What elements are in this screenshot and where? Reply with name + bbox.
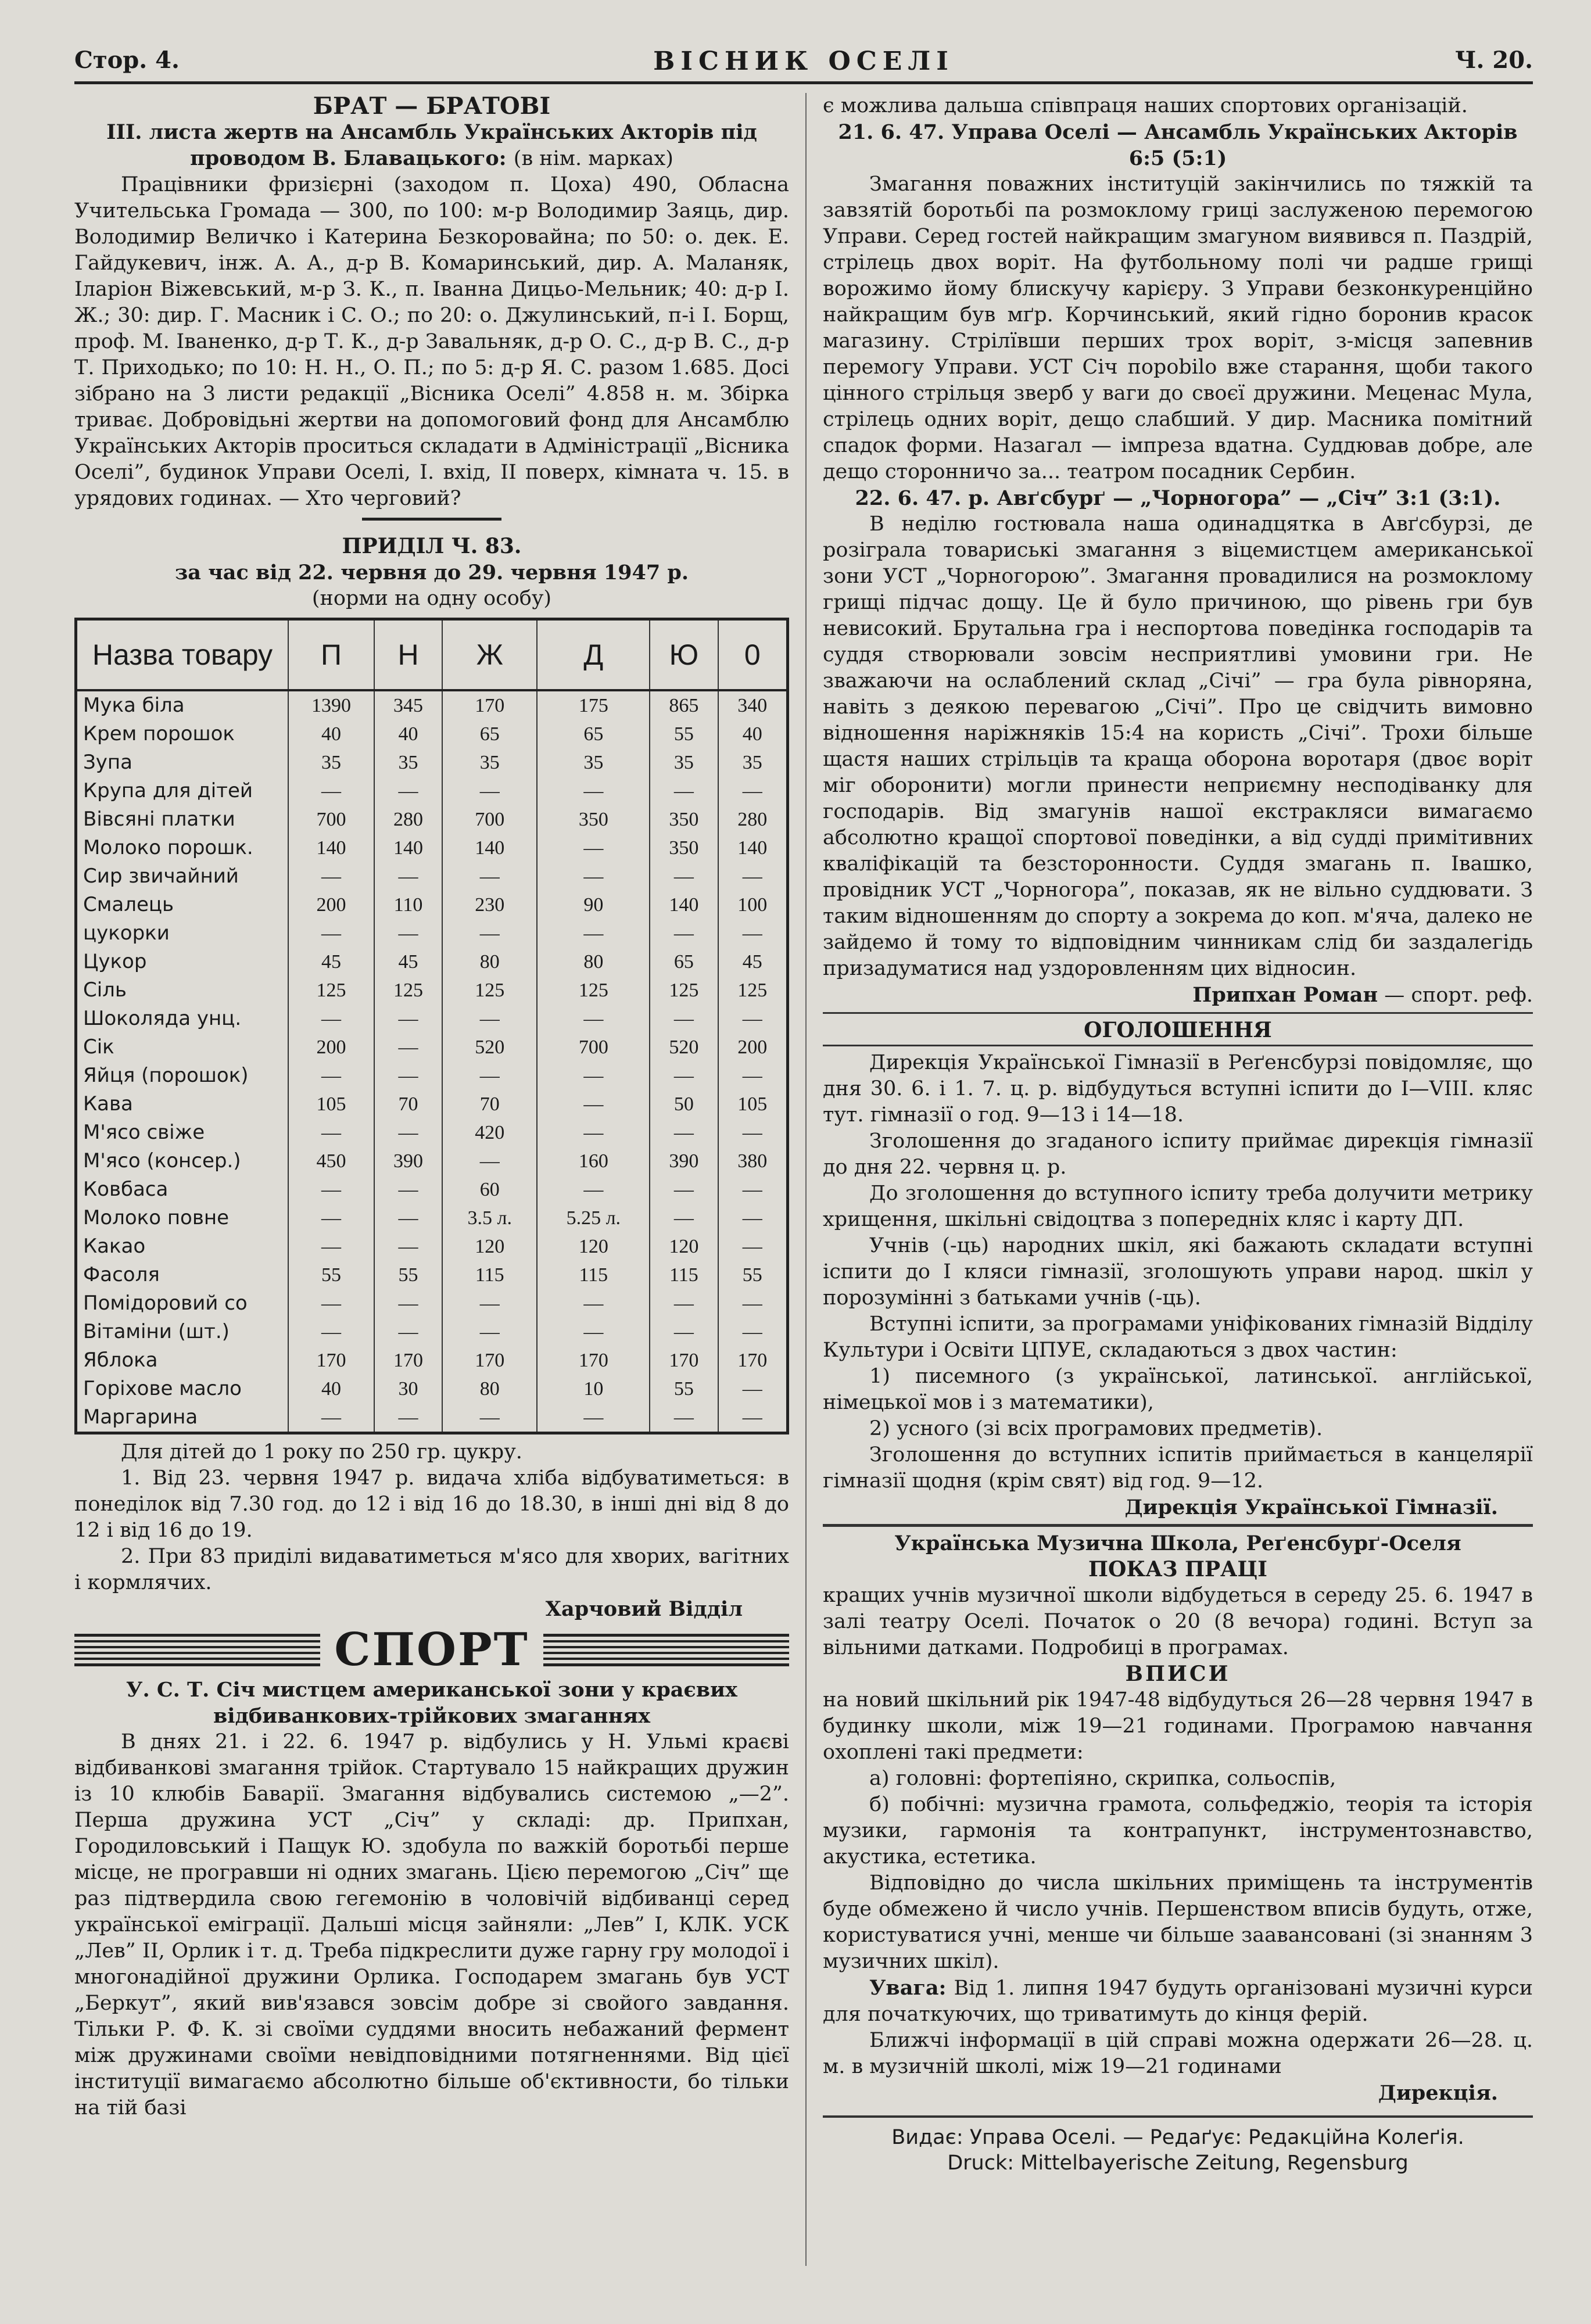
ration-value: — (288, 1204, 374, 1232)
notice-signature: Дирекція Української Гімназії. (1124, 1495, 1498, 1519)
ration-value: 390 (650, 1147, 718, 1175)
imprint-publisher: Видає: Управа Оселі. — Редаґує: Редакційна Колеґія. (891, 2126, 1464, 2149)
music-text-6: Увага: Від 1. липня 1947 будуть організовані музичні курси для початкуючих, що триватимуть до кінця ферій. (823, 1976, 1533, 2026)
table-row (76, 891, 788, 919)
rule (823, 1524, 1533, 1527)
product-name: Шоколяда унц. (76, 1005, 289, 1033)
ration-value: 170 (442, 1346, 537, 1375)
ration-value: — (650, 1175, 718, 1204)
ration-signature: Харчовий Відділ (545, 1597, 743, 1621)
ration-value: — (650, 919, 718, 948)
ration-value: 140 (288, 834, 374, 862)
ration-value: — (288, 1175, 374, 1204)
ration-value: 35 (742, 752, 762, 773)
table-row (76, 1403, 788, 1433)
product-name: Вітаміни (шт.) (76, 1318, 289, 1346)
ration-value: 450 (288, 1147, 374, 1175)
ration-value: 35 (537, 748, 650, 777)
brat-subtitle: III. листа жертв на Ансамбль Українських Акторів під проводом В. Блавацького: (в нім. марках) (106, 120, 757, 170)
table-row (76, 1061, 788, 1090)
notice-text-8: Зголошення до вступних іспитів приймається в канцелярії гімназії щодня (крім свят) від год. 9—12. (823, 1443, 1533, 1493)
ration-value: 200 (737, 1037, 768, 1058)
ration-value: — (537, 777, 650, 805)
ration-value: 140 (737, 837, 768, 859)
ration-value: — (650, 862, 718, 891)
ration-text-1: Для дітей до 1 року по 250 гр. цукру. (121, 1440, 522, 1464)
ration-value: 40 (288, 1375, 374, 1403)
product-name: Сіль (76, 976, 289, 1005)
product-name: Зупа (76, 748, 289, 777)
music-school-name: Українська Музична Школа, Реґенсбурґ-Оселя (894, 1532, 1461, 1555)
table-row (76, 862, 788, 891)
column-header: Н (374, 619, 442, 691)
ration-value: 280 (374, 805, 442, 834)
ration-value: — (742, 1008, 762, 1030)
newspaper-title: ВІСНИК ОСЕЛІ (653, 46, 954, 76)
product-name: Цукор (76, 948, 289, 976)
table-row (76, 777, 788, 805)
sport-title: У. С. Т. Січ мистцем американської зони у краєвих відбиванкових-трійкових змаганнях (126, 1678, 737, 1728)
ration-value: 30 (374, 1375, 442, 1403)
ration-value: — (374, 1318, 442, 1346)
table-row (76, 1147, 788, 1175)
notice-text-6: 1) писемного (з української, латинської. англійської, німецької мов і з математики), (823, 1365, 1533, 1414)
product-name: Молоко повне (76, 1204, 289, 1232)
music-title-showcase: ПОКАЗ ПРАЦІ (1088, 1557, 1267, 1581)
ration-value: 65 (537, 720, 650, 748)
ration-table (74, 618, 789, 1434)
ration-value: — (442, 1289, 537, 1318)
ration-value: — (442, 919, 537, 948)
table-row (76, 1033, 788, 1061)
right-column (823, 93, 1533, 2176)
ration-value: — (650, 1204, 718, 1232)
ration-value: — (742, 1207, 762, 1229)
ration-dates: за час від 22. червня до 29. червня 1947 р. (174, 561, 689, 584)
page-header (74, 46, 1533, 84)
notice-text-5: Вступні іспити, за програмами уніфікованих гімназій Відділу Культури і Освіти ЦПУЕ, складаються з двох частин: (823, 1312, 1533, 1362)
product-name: Крем порошок (76, 720, 289, 748)
ration-value: 125 (537, 976, 650, 1005)
ration-value: — (374, 1061, 442, 1090)
notice-text-2: Зголошення до згаданого іспиту приймає дирекція гімназії до дня 22. червня ц. р. (823, 1129, 1533, 1179)
music-text-2: на новий шкільний рік 1947-48 відбудуться 26—28 червня 1947 в будинку школи, між 19—21 годинами. Програмою навчання охоплені такі предмети: (823, 1688, 1533, 1764)
rule (823, 1012, 1533, 1014)
ration-value: 170 (374, 1346, 442, 1375)
table-row (76, 948, 788, 976)
ration-value: — (442, 1061, 537, 1090)
ration-value: 140 (442, 834, 537, 862)
table-row (76, 748, 788, 777)
banner-lines-right (543, 1634, 789, 1666)
ration-value: 170 (737, 1350, 768, 1371)
ration-value: — (742, 1378, 762, 1400)
music-signature: Дирекція. (1378, 2081, 1498, 2105)
match2-title: 22. 6. 47. р. Авґсбурґ — „Чорногора” — „Січ” 3:1 (3:1). (855, 486, 1501, 510)
sport-heading: СПОРТ (334, 1623, 529, 1676)
ration-value: — (742, 1321, 762, 1343)
product-name: Помідоровий со (76, 1289, 289, 1318)
ration-value: 50 (650, 1090, 718, 1118)
ration-value: — (374, 1005, 442, 1033)
ration-value: 125 (288, 976, 374, 1005)
ration-value: 380 (737, 1150, 768, 1172)
ration-value: — (288, 1061, 374, 1090)
ration-value: — (650, 1118, 718, 1147)
table-row (76, 1090, 788, 1118)
product-name: Какао (76, 1232, 289, 1261)
music-text-4: б) побічні: музична грамота, сольфеджіо, теорія та історія музики, гармонія та контрапункт, інструментознавство, акустика, естетика. (823, 1793, 1533, 1868)
product-name: Вівсяні платки (76, 805, 289, 834)
issue-number: Ч. 20. (1455, 46, 1533, 74)
ration-value: 340 (737, 695, 768, 716)
ration-value: — (742, 923, 762, 944)
ration-value: 65 (442, 720, 537, 748)
ration-value: — (288, 1005, 374, 1033)
ration-value: 170 (442, 690, 537, 720)
ration-value: 140 (374, 834, 442, 862)
ration-value: 5.25 л. (537, 1204, 650, 1232)
ration-value: 55 (650, 720, 718, 748)
header-rule (74, 81, 1533, 84)
sport-banner (74, 1623, 789, 1676)
table-row (76, 1318, 788, 1346)
music-title-enrollment: ВПИСИ (1125, 1662, 1231, 1686)
product-name: Горіхове масло (76, 1375, 289, 1403)
product-name: Маргарина (76, 1403, 289, 1433)
table-row (76, 805, 788, 834)
ration-value: — (442, 1318, 537, 1346)
table-row (76, 1346, 788, 1375)
ration-value: — (650, 1289, 718, 1318)
ration-value: 100 (737, 894, 768, 916)
ration-value: 420 (442, 1118, 537, 1147)
ration-value: 700 (288, 805, 374, 834)
ration-value: 520 (650, 1033, 718, 1061)
product-name: Сік (76, 1033, 289, 1061)
music-text-1: кращих учнів музичної школи відбудеться в середу 25. 6. 1947 в залі театру Оселі. Початок о 20 (8 вечора) годині. Вступ за вільними датками. Подробиці в програмах. (823, 1584, 1533, 1659)
ration-value: — (374, 1204, 442, 1232)
product-name: М'ясо свіже (76, 1118, 289, 1147)
column-header: П (288, 619, 374, 691)
ration-value: — (288, 862, 374, 891)
ration-value: — (650, 1318, 718, 1346)
ration-value: 390 (374, 1147, 442, 1175)
ration-value: 170 (288, 1346, 374, 1375)
ration-value: 70 (374, 1090, 442, 1118)
table-row (76, 1204, 788, 1232)
column-header: Ж (442, 619, 537, 691)
ration-value: 35 (288, 748, 374, 777)
ration-value: 3.5 л. (442, 1204, 537, 1232)
ration-value: — (288, 777, 374, 805)
sport-continuation: є можлива дальша співпраця наших спортових організацій. (823, 94, 1468, 117)
column-header: 0 (718, 619, 788, 691)
ration-value: — (442, 1403, 537, 1433)
ration-value: 1390 (288, 690, 374, 720)
ration-value: — (288, 1118, 374, 1147)
ration-value: 110 (374, 891, 442, 919)
ration-value: — (650, 1005, 718, 1033)
ration-value: — (374, 1403, 442, 1433)
product-name: Крупа для дітей (76, 777, 289, 805)
table-row (76, 690, 788, 720)
product-name: Кава (76, 1090, 289, 1118)
ration-value: — (537, 1005, 650, 1033)
ration-value: — (288, 1318, 374, 1346)
ration-value: — (742, 1122, 762, 1143)
rule (823, 1045, 1533, 1046)
ration-value: 160 (537, 1147, 650, 1175)
ration-value: 700 (442, 805, 537, 834)
ration-value: — (742, 1179, 762, 1200)
ration-value: — (374, 862, 442, 891)
ration-value: — (650, 1061, 718, 1090)
match2-signature: Припхан Роман — спорт. реф. (1192, 983, 1533, 1007)
ration-value: — (742, 866, 762, 887)
ration-value: 55 (742, 1264, 762, 1286)
match1-score: 6:5 (5:1) (1128, 146, 1227, 170)
ration-value: 350 (537, 805, 650, 834)
table-row (76, 1375, 788, 1403)
ration-value: 90 (537, 891, 650, 919)
ration-value: 170 (650, 1346, 718, 1375)
page-number: Стор. 4. (74, 46, 180, 74)
column-header: Д (537, 619, 650, 691)
ration-value: — (537, 1090, 650, 1118)
product-name: Ковбаса (76, 1175, 289, 1204)
ration-value: — (442, 777, 537, 805)
short-rule (362, 518, 501, 528)
ration-value: — (537, 834, 650, 862)
notice-text-1: Дирекція Української Гімназії в Реґенсбурзі повідомляє, що дня 30. 6. і 1. 7. ц. р. відбудуться вступні іспити до І—VIII. кляс тут. гімназії о год. 9—13 і 14—18. (823, 1051, 1533, 1127)
product-name: Сир звичайний (76, 862, 289, 891)
ration-value: 120 (442, 1232, 537, 1261)
ration-value: — (288, 1232, 374, 1261)
ration-value: — (288, 1289, 374, 1318)
ration-value: 200 (288, 1033, 374, 1061)
ration-value: — (537, 1061, 650, 1090)
ration-value: — (374, 1033, 442, 1061)
ration-value: 55 (374, 1261, 442, 1289)
table-row (76, 1289, 788, 1318)
ration-value: — (374, 1232, 442, 1261)
ration-value: 60 (442, 1175, 537, 1204)
banner-lines-left (74, 1634, 320, 1666)
ration-value: — (537, 862, 650, 891)
ration-value: 120 (650, 1232, 718, 1261)
ration-value: 140 (650, 891, 718, 919)
ration-value: — (374, 1175, 442, 1204)
table-row (76, 1175, 788, 1204)
product-name: Смалець (76, 891, 289, 919)
ration-value: 345 (374, 690, 442, 720)
ration-value: 520 (442, 1033, 537, 1061)
left-column (74, 93, 789, 2121)
product-name: Молоко порошк. (76, 834, 289, 862)
imprint-printer: Druck: Mittelbayerische Zeitung, Regensburg (947, 2151, 1409, 2175)
ration-value: — (650, 1403, 718, 1433)
music-text-5: Відповідно до числа шкільних приміщень та інструментів буде обмежено й число учнів. Першенством вписів будуть, отже, користуватися учні, менше чи більше заавансовані (зі знанням 3 музичних шкіл). (823, 1871, 1533, 1973)
ration-value: 350 (650, 834, 718, 862)
music-text-7: Ближчі інформації в цій справі можна одержати 26—28. ц. м. в музичній школі, між 19—21 годинами (823, 2029, 1533, 2078)
ration-value: 170 (537, 1346, 650, 1375)
ration-value: 55 (650, 1375, 718, 1403)
ration-value: 115 (537, 1261, 650, 1289)
ration-note: (норми на одну особу) (311, 587, 552, 610)
ration-value: 115 (650, 1261, 718, 1289)
ration-value: — (742, 780, 762, 802)
table-row (76, 720, 788, 748)
ration-value: — (374, 777, 442, 805)
match1-text: Змагання поважних інституцій закінчились по тяжкій та завзятій боротьбі па розмоклому гриці заслуженою перемогою Управи. Серед гостей найкращим змагуном виявився п. Паздрій, стрілець двох воріт. На футбольному полі чи радше грищі ворожимо йому блискучу карієру. З Управи безконкуренційно найкращим був мґр. Корчинський, який гідно боронив красок магазину. Стрілївши перших трох воріт, з-місця запевнив перемогу Управи. УСТ Січ порobilo вже старання, щоби такого цінного стрільця зверб у ваги до своєї дружини. Меценас Мула, стрілець одних воріт, дещо слабший. У дир. Масника помітний спадок форми. Назагал — імпреза вдатна. Суддював добре, але дещо сторонничо за... театром посадник Сербин. (823, 173, 1533, 483)
ration-value: 125 (442, 976, 537, 1005)
ration-value: 125 (737, 980, 768, 1001)
ration-value: — (742, 1407, 762, 1428)
ration-value: 105 (737, 1093, 768, 1115)
table-row (76, 919, 788, 948)
ration-value: — (537, 1318, 650, 1346)
ration-value: — (742, 1065, 762, 1086)
column-header-product: Назва товару (76, 619, 289, 691)
ration-value: — (442, 1005, 537, 1033)
ration-value: — (537, 1289, 650, 1318)
ration-value: 80 (442, 1375, 537, 1403)
table-row (76, 976, 788, 1005)
notice-text-3: До зголошення до вступного іспиту треба долучити метрику хрищення, шкільні свідоцтва з попередніх кляс і карту ДП. (823, 1182, 1533, 1231)
ration-value: — (742, 1293, 762, 1314)
ration-value: 40 (374, 720, 442, 748)
notice-title: ОГОЛОШЕННЯ (1084, 1018, 1272, 1042)
ration-title: ПРИДІЛ Ч. 83. (342, 534, 522, 558)
ration-value: 40 (288, 720, 374, 748)
ration-value: 80 (537, 948, 650, 976)
ration-value: 700 (537, 1033, 650, 1061)
ration-value: — (537, 1403, 650, 1433)
product-name: цукорки (76, 919, 289, 948)
column-divider (805, 93, 807, 2266)
ration-value: — (537, 1175, 650, 1204)
sport-text: В днях 21. і 22. 6. 1947 р. відбулись у Н. Ульмі краєві відбиванкові змагання трійок. Стартувало 15 найкращих дружин із 10 клюбів Баварії. Змагання відбувались системою „—2”. Перша дружина УСТ „Січ” у складі: др. Припхан, Городиловський і Пащук Ю. здобула по важкій боротьбі перше місце, не програвши ні одних змагань. Цією перемогою „Січ” ще раз підтвердила свою гегемонію в чоловічій відбиванці серед української еміграції. Дальші місця зайняли: „Лев” І, КЛК. УСК „Лев” ІІ, Орлик і т. д. Треба підкреслити дуже гарну гру молодої і многонадійної дружини Орлика. Господарем змагань був УСТ „Беркут”, який вив'язався зовсім добре зі свойого завдання. Тільки Р. Ф. К. зі своїми суддями вносить небажаний фермент між дружинами своїми невідповідними потягненнями. Від цієї інституції вимагаємо абсолютно більше об'єктивности, бо тільки на тій базі (74, 1730, 789, 2119)
ration-value: 105 (288, 1090, 374, 1118)
ration-value: 40 (742, 723, 762, 745)
ration-value: 65 (650, 948, 718, 976)
brat-text: Працівники фризієрні (заходом п. Цоха) 490, Обласна Учительська Громада — 300, по 100: м-р Володимир Заяць, дир. Володимир Величко і Катерина Безкоровайна; по 50: о. дек. Е. Гайдукевич, інж. А. А., д-р В. Комаринський, дир. А. Маланяк, Іларіон Віжевський, м-р З. К., п. Іванна Дицьо-Мельник; 40: д-р І. Ж.; 30: дир. Г. Масник і С. О.; по 20: о. Джулинський, п-і І. Борщ, проф. М. Іваненко, д-р Т. К., д-р Завальняк, д-р О. С., д-р В. С., д-р Т. Приходько; по 10: Н. Н., О. П.; по 5: д-р Я. С. разом 1.685. Досі зібрано на 3 листи редакції „Вісника Оселі” 4.858 н. м. Збірка триває. Добровідьні жертви на допомоговий фонд для Ансамблю Українських Акторів проситься складати в Адміністрації „Вісника Оселі”, будинок Управи Оселі, І. вхід, ІІ поверх, кімната ч. 15. в урядових годинах. — Хто черговий? (74, 173, 789, 510)
ration-value: 80 (442, 948, 537, 976)
ration-value: 125 (374, 976, 442, 1005)
ration-value: — (374, 1118, 442, 1147)
match2-text: В неділю гостювала наша одинадцятка в Авґсбурзі, де розіграла товариські змагання з віцемистцем американської зони УСТ „Чорногорою”. Змагання провадилися на розмоклому грищі підчас дощу. Це й було причиною, що рівень гри був невисокий. Брутальна гра і неспортова поведінка господарів та суддя створювали зовсім несприятливі умовини гри. Не зважаючи на ослаблений склад „Січі” — гра була рівноряна, навіть з деякою перевагою „Січі”. Про це свідчить вимовно відношення наріжняків 15:4 на користь „Січі”. Трохи більше щастя наших стрільців та краща оборона воротаря (двоє воріт міг оборонити) могли принести неприємну несподіванку для господарів. Від змагунів нашої екстракляси вимагаємо абсолютно кращої спортової поведінки, а від судді примітивних кваліфікацій та безсторонности. Суддя змагань п. Івашко, провідник УСТ „Чорногора”, показав, як не вільно суддювати. З таким відношенням до спорту а зокрема до коп. м'яча, далеко не зайдемо й тому то відповідним чинникам слід би заздалегідь призадуматися над уздоровленням цих відносин. (823, 512, 1533, 980)
ration-value: 280 (737, 809, 768, 830)
ration-value: — (374, 919, 442, 948)
ration-value: 35 (374, 748, 442, 777)
ration-value: 230 (442, 891, 537, 919)
ration-value: — (374, 1289, 442, 1318)
ration-value: 45 (288, 948, 374, 976)
table-row (76, 1261, 788, 1289)
product-name: Мука біла (76, 690, 289, 720)
product-name: Яйця (порошок) (76, 1061, 289, 1090)
ration-value: 45 (742, 951, 762, 973)
ration-value: 45 (374, 948, 442, 976)
music-text-3: а) головні: фортепіяно, скрипка, сольоспів, (869, 1767, 1336, 1790)
notice-text-7: 2) усного (зі всіх програмових предметів). (869, 1417, 1323, 1440)
ration-value: — (537, 919, 650, 948)
ration-value: — (742, 1236, 762, 1257)
ration-value: 350 (650, 805, 718, 834)
ration-value: 10 (537, 1375, 650, 1403)
product-name: М'ясо (консер.) (76, 1147, 289, 1175)
ration-value: — (442, 1147, 537, 1175)
notice-text-4: Учнів (-ць) народних шкіл, які бажають складати вступні іспити до І кляси гімназії, зголошують управи народ. шкіл у порозумінні з батьками учнів (-ць). (823, 1234, 1533, 1310)
table-row (76, 1118, 788, 1147)
ration-value: 70 (442, 1090, 537, 1118)
table-row (76, 1005, 788, 1033)
ration-text-2: 1. Від 23. червня 1947 р. видача хліба відбуватиметься: в понеділок від 7.30 год. до 12 і від 16 до 18.30, в інші дні від 8 до 12 і від 16 до 19. (74, 1466, 789, 1542)
ration-value: — (442, 862, 537, 891)
product-name: Фасоля (76, 1261, 289, 1289)
match1-title: 21. 6. 47. Управа Оселі — Ансамбль Українських Акторів (838, 120, 1518, 144)
rule (823, 2115, 1533, 2118)
ration-value: 120 (537, 1232, 650, 1261)
ration-value: 200 (288, 891, 374, 919)
ration-value: 35 (442, 748, 537, 777)
table-row (76, 834, 788, 862)
ration-value: 175 (537, 690, 650, 720)
ration-value: — (650, 777, 718, 805)
ration-value: — (288, 1403, 374, 1433)
ration-value: 35 (650, 748, 718, 777)
ration-value: 125 (650, 976, 718, 1005)
ration-text-3: 2. При 83 приділі видаватиметься м'ясо для хворих, вагітних і кормлячих. (74, 1545, 789, 1594)
product-name: Яблока (76, 1346, 289, 1375)
column-header: Ю (650, 619, 718, 691)
ration-value: 55 (288, 1261, 374, 1289)
ration-value: — (288, 919, 374, 948)
brat-title: БРАТ — БРАТОВІ (313, 92, 551, 120)
ration-value: 865 (650, 690, 718, 720)
ration-value: 115 (442, 1261, 537, 1289)
ration-value: — (537, 1118, 650, 1147)
table-row (76, 1232, 788, 1261)
